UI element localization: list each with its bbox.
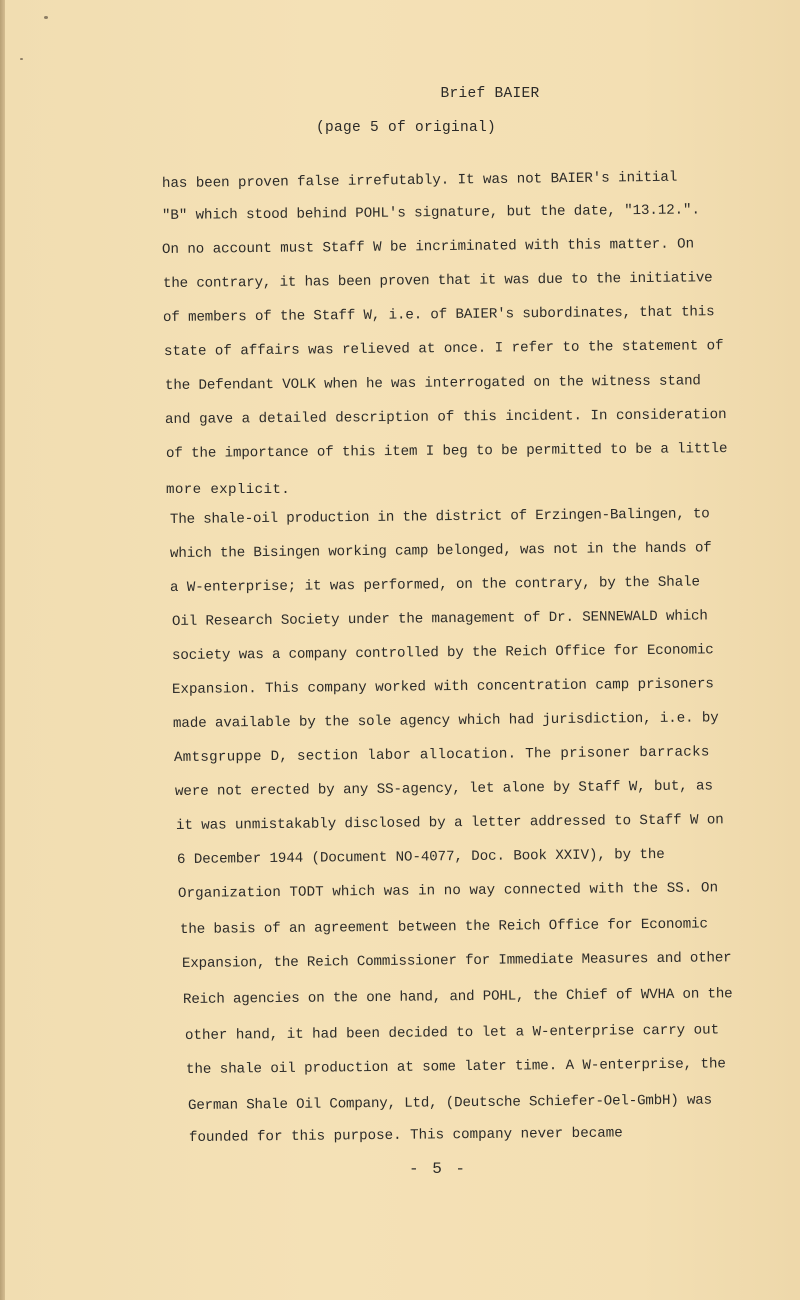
body-line: state of affairs was relieved at once. I refer to the statement of <box>163 338 724 360</box>
body-line: which the Bisingen working camp belonged, was not in the hands of <box>169 540 712 562</box>
body-line: the contrary, it has been proven that it was due to the initiative <box>162 270 713 292</box>
body-line: more explicit. <box>166 482 291 498</box>
body-line: has been proven false irrefutably. It was not BAIER's initial <box>161 169 678 192</box>
body-line: Expansion. This company worked with concentration camp prisoners <box>171 676 714 698</box>
body-line: Organization TODT which was in no way connected with the SS. On <box>177 880 719 902</box>
body-line: the Defendant VOLK when he was interrogated on the witness stand <box>164 373 701 394</box>
body-line: society was a company controlled by the Reich Office for Economic <box>171 642 714 664</box>
body-line: Expansion, the Reich Commissioner for Immediate Measures and other <box>181 950 732 972</box>
document-subtitle: (page 5 of original) <box>315 120 497 136</box>
body-line: made available by the sole agency which had jurisdiction, i.e. by <box>172 710 719 732</box>
body-line: Amtsgruppe D, section labor allocation. The prisoner barracks <box>173 744 710 766</box>
body-line: "B" which stood behind POHL's signature, but the date, "13.12.". <box>161 202 700 224</box>
body-line: On no account must Staff W be incriminated with this matter. On <box>161 236 695 258</box>
body-line: of the importance of this item I beg to be permitted to be a little <box>165 441 728 462</box>
body-line: of members of the Staff W, i.e. of BAIER's subordinates, that this <box>162 304 715 326</box>
body-line: it was unmistakably disclosed by a letter addressed to Staff W on <box>175 812 724 834</box>
body-line: other hand, it had been decided to let a W-enterprise carry out <box>184 1022 720 1044</box>
body-line: and gave a detailed description of this incident. In consideration <box>164 407 727 428</box>
body-line: the shale oil production at some later time. A W-enterprise, the <box>185 1056 726 1078</box>
body-line: founded for this purpose. This company never became <box>188 1125 623 1146</box>
body-line: were not erected by any SS-agency, let alone by Staff W, but, as <box>174 778 713 800</box>
body-line: Reich agencies on the one hand, and POHL, the Chief of WVHA on the <box>182 986 733 1008</box>
page-number: - 5 - <box>408 1160 467 1178</box>
body-line: Oil Research Society under the management of Dr. SENNEWALD which <box>171 608 708 630</box>
body-line: the basis of an agreement between the Reich Office for Economic <box>179 916 708 938</box>
body-line: German Shale Oil Company, Ltd, (Deutsche Schiefer-Oel-GmbH) was <box>187 1092 712 1114</box>
body-line: 6 December 1944 (Document NO-4077, Doc. Book XXIV), by the <box>176 846 665 868</box>
body-line: The shale-oil production in the district of Erzingen-Balingen, to <box>169 506 710 528</box>
body-line: a W-enterprise; it was performed, on the contrary, by the Shale <box>169 574 701 596</box>
document-title: Brief BAIER <box>440 86 540 102</box>
